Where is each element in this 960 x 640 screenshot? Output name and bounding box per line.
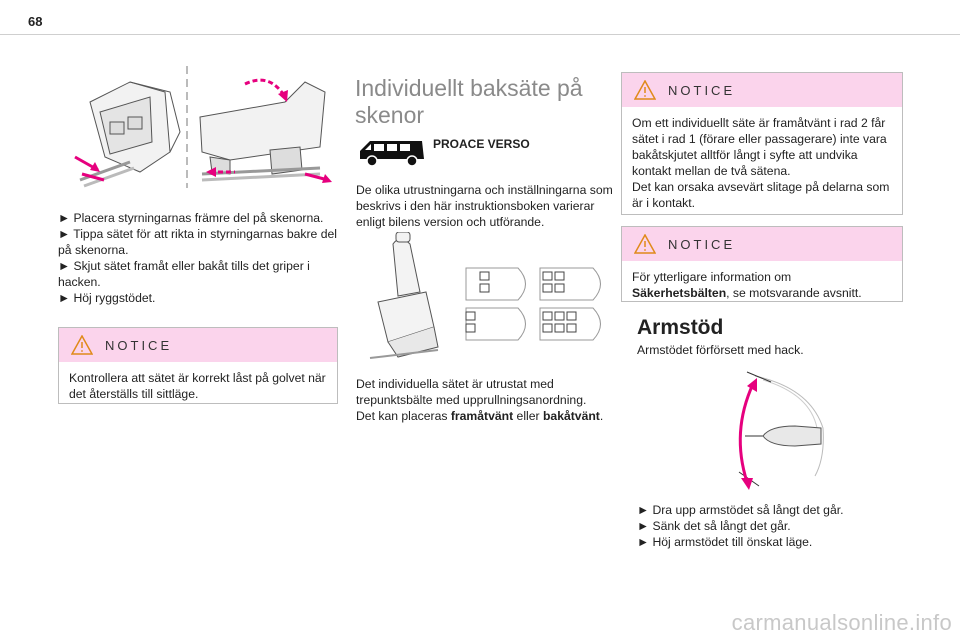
step-1: ► Placera styrningarnas främre del på skenorna.	[58, 211, 324, 225]
armrest-step-2: ► Sänk det så långt det går.	[637, 519, 791, 533]
section-heading: Individuellt baksäte på skenor	[355, 75, 583, 128]
notice-seat-locked	[58, 327, 338, 404]
seat-description	[356, 376, 618, 424]
notice-text-1: Om ett individuellt säte är framåtvänt i rad 2 får sätet i rad 1 (förare eller passagerare) inte vara bakåtskjutet alltför långt i syfte att undvika kontakt mellan de två sätena.	[632, 116, 887, 178]
seat-steps	[58, 210, 340, 306]
notice-text: Kontrollera att sätet är korrekt låst på golvet när det återställs till sittläge.	[69, 371, 326, 401]
seat-configuration-illustration	[368, 232, 613, 360]
notice-header	[622, 73, 902, 107]
notice-row-contact	[621, 72, 903, 215]
step-3: ► Skjut sätet framåt eller bakåt tills det griper i hacken.	[58, 259, 310, 289]
notice-suffix: , se motsvarande avsnitt.	[726, 286, 862, 300]
seat-rail-illustration	[70, 62, 340, 192]
watermark: carmanualsonline.info	[731, 610, 952, 635]
armrest-intro: Armstödet förförsett med hack.	[637, 343, 804, 357]
desc-forward: framåtvänt	[450, 409, 514, 423]
page-number: 68	[28, 14, 43, 29]
desc-backward: bakåtvänt	[542, 409, 600, 423]
warning-icon	[71, 335, 93, 355]
notice-prefix: För ytterligare information om	[632, 270, 792, 284]
header-rule	[0, 34, 960, 35]
seatbelts-link[interactable]: Säkerhetsbälten	[632, 286, 727, 300]
desc-end: .	[599, 409, 604, 423]
desc-line-1: Det individuella sätet är utrustat med trepunktsbälte med upprullningsanordning.	[356, 377, 587, 407]
notice-header	[622, 227, 902, 261]
desc-prefix: Det kan placeras	[356, 409, 451, 423]
step-2: ► Tippa sätet för att rikta in styrningarnas bakre del på skenorna.	[58, 227, 337, 257]
armrest-step-3: ► Höj armstödet till önskat läge.	[637, 535, 813, 549]
notice-header	[59, 328, 337, 362]
step-4: ► Höj ryggstödet.	[58, 291, 156, 305]
notice-text-2: Det kan orsaka avsevärt slitage på delarna som är i kontakt.	[632, 180, 890, 210]
armrest-illustration	[725, 366, 835, 494]
notice-title: NOTICE	[668, 82, 736, 98]
warning-icon	[634, 80, 656, 100]
armrest-steps	[637, 502, 899, 550]
armrest-step-1: ► Dra upp armstödet så långt det går.	[637, 503, 844, 517]
intro-text: De olika utrustningarna och inställningarna som beskrivs i den här instruktionsboken varierar enligt bilens version och utförande.	[356, 183, 613, 229]
notice-text	[622, 261, 902, 311]
model-label: PROACE VERSO	[433, 137, 530, 151]
desc-or: eller	[513, 409, 543, 423]
notice-title: NOTICE	[105, 337, 173, 353]
notice-text	[622, 107, 902, 221]
notice-title: NOTICE	[668, 236, 736, 252]
van-icon	[356, 135, 428, 171]
armrest-heading: Armstöd	[637, 316, 724, 339]
notice-seatbelts	[621, 226, 903, 302]
warning-icon	[634, 234, 656, 254]
